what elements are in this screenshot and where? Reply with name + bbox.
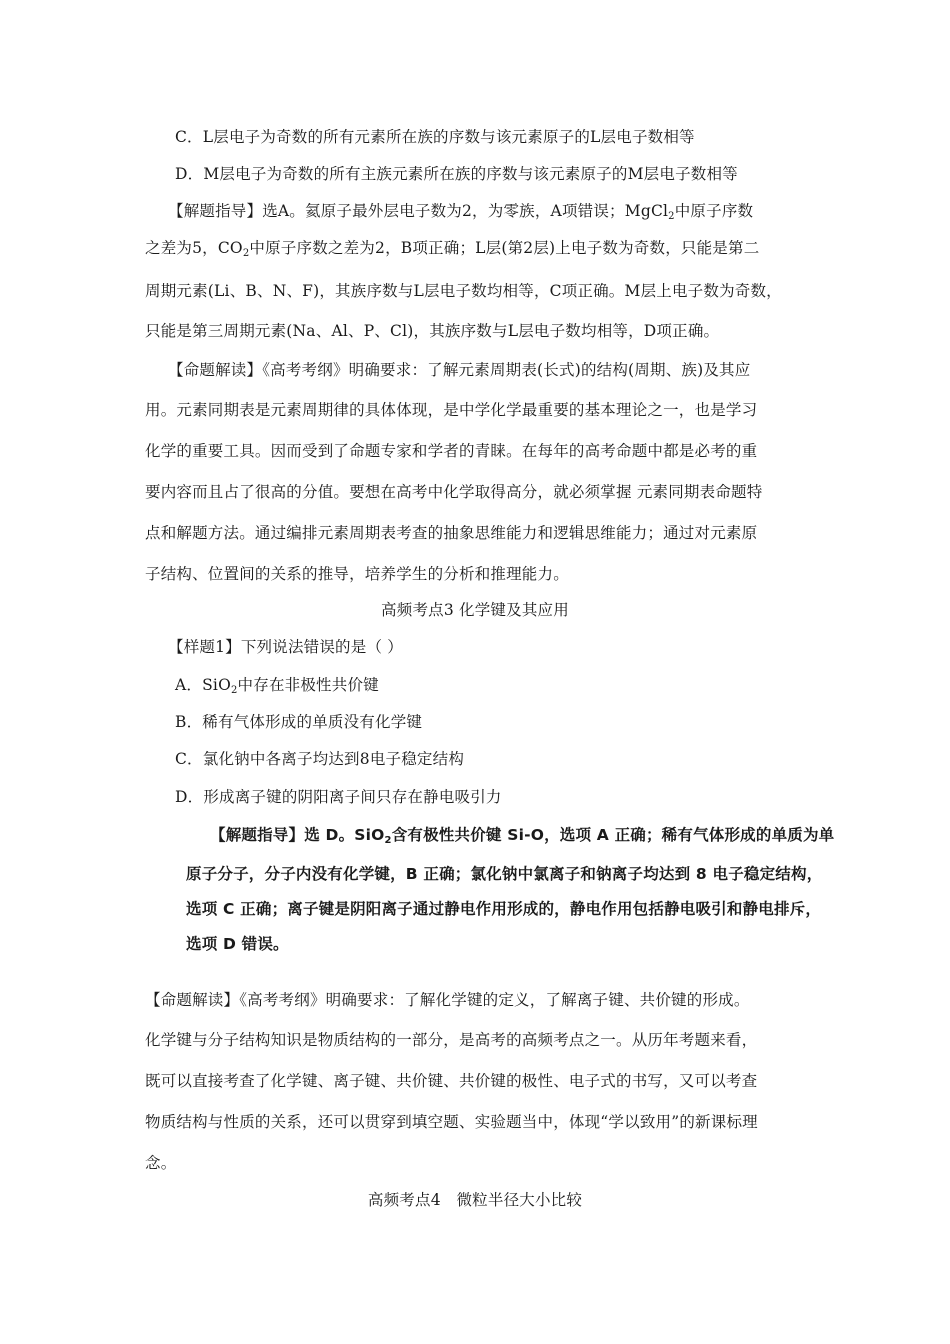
solution-paragraph-line: 之差为5，$CO_2$中原子序数之差为2，B项正确；L层(第2层)上电子数为奇数，只能是第二 bbox=[145, 239, 760, 259]
interpretation-paragraph-line: 化学的重要工具。因而受到了命题专家和学者的青睐。在每年的高考命题中都是必考的重 bbox=[145, 442, 758, 460]
interpretation-paragraph-line: 【命题解读】《高考考纲》明确要求：了解化学键的定义，了解离子键、共价键的形成。 bbox=[145, 991, 750, 1009]
interpretation-paragraph-line: 点和解题方法。通过编排元素周期表考查的抽象思维能力和逻辑思维能力；通过对元素原 bbox=[145, 524, 758, 542]
solution-paragraph-line: 选项 D 错误。 bbox=[186, 935, 289, 953]
interpretation-paragraph-line: 要内容而且占了很高的分值。要想在高考中化学取得高分，就必须掌握 元素同期表命题特 bbox=[145, 483, 763, 501]
sample-question-title: 【样题1】下列说法错误的是（ ） bbox=[168, 638, 403, 656]
option-c-text: C．L层电子为奇数的所有元素所在族的序数与该元素原子的L层电子数相等 bbox=[175, 128, 695, 146]
interpretation-paragraph-line: 用。元素同期表是元素周期律的具体体现，是中学化学最重要的基本理论之一，也是学习 bbox=[145, 401, 758, 419]
option-d-text: D．M层电子为奇数的所有主族元素所在族的序数与该元素原子的M层电子数相等 bbox=[175, 165, 738, 183]
solution-paragraph-line: 周期元素(Li、B、N、F)，其族序数与L层电子数均相等，C项正确。M层上电子数为奇数， bbox=[145, 282, 782, 300]
option-a-text: A．SiO$_2$中存在非极性共价键 bbox=[175, 676, 379, 696]
interpretation-paragraph-line: 念。 bbox=[145, 1154, 177, 1172]
option-c-text: C．氯化钠中各离子均达到8电子稳定结构 bbox=[175, 750, 465, 768]
solution-paragraph-line: 只能是第三周期元素(Na、Al、P、Cl)，其族序数与L层电子数均相等，D项正确。 bbox=[145, 322, 720, 340]
section-heading: 高频考点3 化学键及其应用 bbox=[381, 601, 569, 619]
section-heading: 高频考点4 微粒半径大小比较 bbox=[367, 1191, 583, 1209]
solution-paragraph-line: 【解题指导】选A。氦原子最外层电子数为2，为零族，A项错误；MgCl$_2$中原子序数 bbox=[168, 202, 754, 222]
option-d-text: D．形成离子键的阴阳离子间只存在静电吸引力 bbox=[175, 788, 502, 806]
interpretation-paragraph-line: 【命题解读】《高考考纲》明确要求：了解元素周期表(长式)的结构(周期、族)及其应 bbox=[168, 361, 751, 379]
solution-paragraph-line: 原子分子，分子内没有化学键，B 正确；氯化钠中氯离子和钠离子均达到 8 电子稳定结构， bbox=[186, 865, 823, 883]
interpretation-paragraph-line: 既可以直接考查了化学键、离子键、共价键、共价键的极性、电子式的书写，又可以考查 bbox=[145, 1072, 758, 1090]
interpretation-paragraph-line: 子结构、位置间的关系的推导，培养学生的分析和推理能力。 bbox=[145, 565, 569, 583]
interpretation-paragraph-line: 化学键与分子结构知识是物质结构的一部分，是高考的高频考点之一。从历年考题来看， bbox=[145, 1031, 758, 1049]
solution-paragraph-line: 选项 C 正确；离子键是阴阳离子通过静电作用形成的，静电作用包括静电吸引和静电排斥， bbox=[186, 900, 822, 918]
solution-paragraph-line: 【解题指导】选 D。SiO$_2$含有极性共价键 Si-O，选项 A 正确；稀有气体形成的单质为单 bbox=[210, 826, 835, 846]
interpretation-paragraph-line: 物质结构与性质的关系，还可以贯穿到填空题、实验题当中，体现“学以致用”的新课标理 bbox=[145, 1113, 758, 1131]
option-b-text: B．稀有气体形成的单质没有化学键 bbox=[175, 713, 423, 731]
